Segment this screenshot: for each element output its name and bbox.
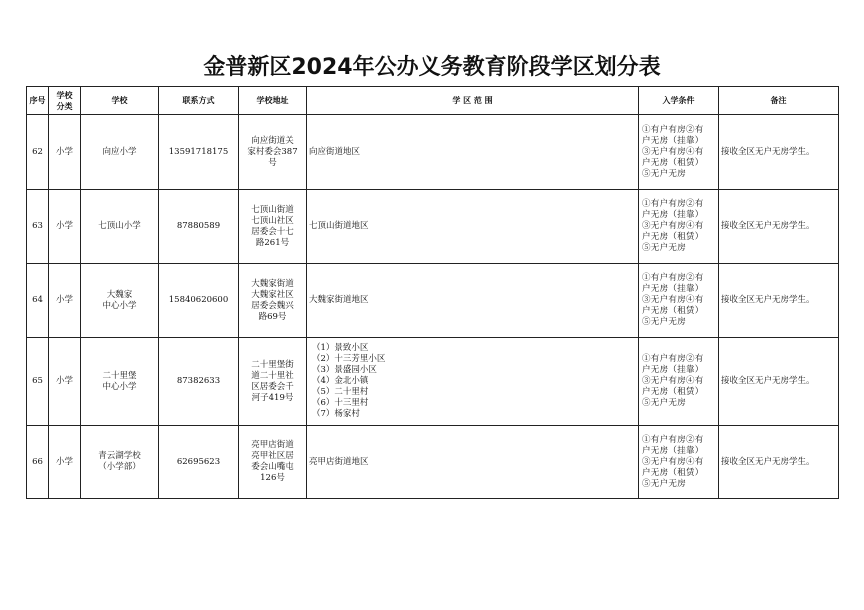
condition-line: 户无房（租赁）: [642, 157, 704, 168]
address-line: 道二十里社: [251, 370, 294, 381]
condition-line: 户无房（租赁）: [642, 306, 704, 316]
school-cell: [81, 190, 159, 264]
address-cell: [239, 426, 307, 499]
condition-line: ①有户有房②有: [642, 354, 704, 364]
condition-cell: [639, 264, 719, 338]
range-cell: 向应街道地区: [307, 115, 639, 190]
school-district-table: [26, 86, 839, 499]
header-school: 学校: [81, 87, 159, 115]
address-line: 路69号: [258, 311, 287, 322]
school-line: 七顶山小学: [98, 221, 141, 231]
school-cell: [81, 338, 159, 426]
range-line: （6）十三里村: [312, 398, 369, 408]
address-line: 家村委会387: [247, 146, 298, 157]
category-cell: 小学: [49, 115, 81, 190]
school-line: 中心小学: [102, 300, 137, 311]
address-line: 居委会魏兴: [251, 300, 294, 311]
range-line: （3）景盛园小区: [312, 365, 377, 375]
condition-line: ③无户有房④有: [642, 295, 704, 305]
address-line: 号: [268, 157, 277, 168]
school-line: 二十里堡: [102, 370, 137, 381]
condition-line: ⑤无户无房: [642, 243, 687, 253]
condition-line: 户无房（挂靠）: [642, 210, 704, 220]
category-cell: 小学: [49, 190, 81, 264]
seq-cell: 65: [27, 338, 49, 426]
condition-line: ③无户有房④有: [642, 376, 704, 386]
condition-cell: [639, 426, 719, 499]
table-row: [27, 190, 839, 264]
condition-line: ③无户有房④有: [642, 456, 704, 467]
seq-cell: 63: [27, 190, 49, 264]
table-row: [27, 264, 839, 338]
contact-cell: 62695623: [159, 426, 239, 499]
range-cell: 亮甲店街道地区: [307, 426, 639, 499]
contact-cell: 15840620600: [159, 264, 239, 338]
category-cell: 小学: [49, 264, 81, 338]
range-line: （4）金北小镇: [312, 376, 369, 386]
address-cell: [239, 264, 307, 338]
range-line: （7）杨家村: [312, 409, 360, 419]
contact-cell: 87880589: [159, 190, 239, 264]
header-condition: 入学条件: [639, 87, 719, 115]
remark-cell: 接收全区无户无房学生。: [719, 264, 839, 338]
address-line: 向应街道关: [251, 135, 294, 146]
contact-cell: 87382633: [159, 338, 239, 426]
condition-line: ⑤无户无房: [642, 317, 687, 327]
address-cell: [239, 115, 307, 190]
condition-line: 户无房（挂靠）: [642, 445, 704, 456]
school-line: 中心小学: [102, 381, 137, 392]
school-cell: [81, 115, 159, 190]
range-line: （5）二十里村: [312, 387, 369, 397]
contact-cell: 13591718175: [159, 115, 239, 190]
condition-line: ⑤无户无房: [642, 478, 687, 489]
condition-line: ③无户有房④有: [642, 221, 704, 231]
remark-cell: 接收全区无户无房学生。: [719, 115, 839, 190]
seq-cell: 66: [27, 426, 49, 499]
condition-cell: [639, 115, 719, 190]
category-cell: 小学: [49, 338, 81, 426]
address-line: 河子419号: [251, 392, 294, 403]
condition-line: 户无房（租赁）: [642, 387, 704, 397]
remark-cell: 接收全区无户无房学生。: [719, 426, 839, 499]
address-line: 委会山嘴屯: [251, 462, 294, 472]
condition-line: ①有户有房②有: [642, 273, 704, 283]
table-row: [27, 115, 839, 190]
page-title: 金普新区2024年公办义务教育阶段学区划分表: [203, 55, 661, 80]
address-line: 二十里堡街: [251, 359, 294, 370]
condition-line: ①有户有房②有: [642, 434, 704, 445]
condition-line: 户无房（租赁）: [642, 467, 704, 478]
condition-line: ①有户有房②有: [642, 199, 704, 209]
address-line: 居委会十七: [251, 226, 294, 237]
header-address: 学校地址: [239, 87, 307, 115]
condition-line: ①有户有房②有: [642, 124, 704, 135]
range-line: （2）十三芳里小区: [312, 354, 386, 364]
school-line: （小学部）: [98, 462, 141, 472]
condition-line: 户无房（租赁）: [642, 232, 704, 242]
address-line: 区居委会千: [251, 381, 294, 392]
header-row: [27, 87, 839, 115]
header-category: [49, 87, 81, 115]
address-line: 亮甲店街道: [251, 440, 294, 450]
school-line: 大魏家: [106, 289, 133, 300]
seq-cell: 62: [27, 115, 49, 190]
address-cell: [239, 338, 307, 426]
table-row: [27, 338, 839, 426]
range-cell: 大魏家街道地区: [307, 264, 639, 338]
condition-cell: [639, 190, 719, 264]
condition-cell: [639, 338, 719, 426]
school-line: 向应小学: [102, 146, 137, 157]
header-seq: 序号: [27, 87, 49, 115]
table-row: [27, 426, 839, 499]
condition-line: ⑤无户无房: [642, 168, 687, 179]
remark-cell: 接收全区无户无房学生。: [719, 338, 839, 426]
range-cell: 七顶山街道地区: [307, 190, 639, 264]
header-remark: 备注: [719, 87, 839, 115]
address-line: 大魏家街道: [251, 278, 294, 289]
header-category-line: 分类: [56, 101, 73, 111]
remark-cell: 接收全区无户无房学生。: [719, 190, 839, 264]
header-range: 学 区 范 围: [307, 87, 639, 115]
address-line: 七顶山街道: [251, 204, 294, 215]
address-line: 大魏家社区: [251, 289, 294, 300]
school-cell: [81, 264, 159, 338]
condition-line: 户无房（挂靠）: [642, 284, 704, 294]
school-cell: [81, 426, 159, 499]
header-contact: 联系方式: [159, 87, 239, 115]
address-cell: [239, 190, 307, 264]
address-line: 亮甲社区居: [251, 451, 294, 461]
address-line: 126号: [260, 473, 285, 483]
seq-cell: 64: [27, 264, 49, 338]
condition-line: ③无户有房④有: [642, 146, 704, 157]
address-line: 七顶山社区: [251, 215, 294, 226]
range-line: （1）景致小区: [312, 343, 369, 353]
condition-line: ⑤无户无房: [642, 398, 687, 408]
condition-line: 户无房（挂靠）: [642, 365, 704, 375]
school-line: 青云湖学校: [98, 451, 141, 461]
condition-line: 户无房（挂靠）: [642, 135, 704, 146]
address-line: 路261号: [255, 237, 290, 248]
range-cell: [307, 338, 639, 426]
header-category-line: 学校: [56, 90, 73, 100]
category-cell: 小学: [49, 426, 81, 499]
